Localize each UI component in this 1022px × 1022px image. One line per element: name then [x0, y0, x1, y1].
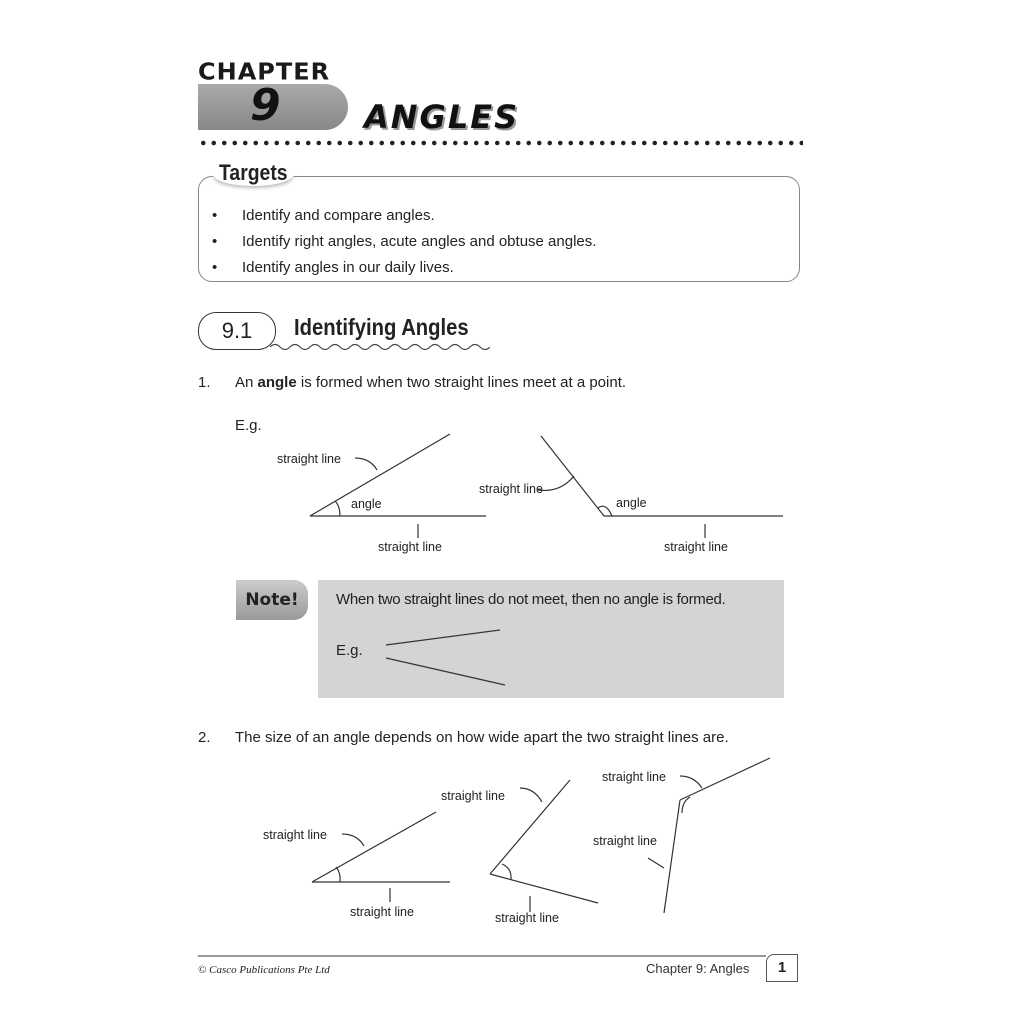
footer-chapter: Chapter 9: Angles	[646, 961, 750, 976]
label-straight-line: straight line	[602, 770, 666, 784]
target-item: • Identify angles in our daily lives.	[212, 259, 454, 276]
chapter-title: ANGLES	[364, 98, 520, 136]
footer-rule	[198, 955, 766, 957]
target-item: • Identify right angles, acute angles and obtuse angles.	[212, 233, 597, 250]
label-straight-line: straight line	[593, 834, 657, 848]
label-angle: angle	[351, 497, 382, 511]
point2-text: The size of an angle depends on how wide apart the two straight lines are.	[235, 729, 729, 746]
note-eg: E.g.	[336, 642, 363, 659]
targets-heading: Targets	[212, 160, 295, 186]
chapter-number: 9	[250, 80, 281, 131]
label-straight-line: straight line	[350, 905, 414, 919]
copyright: © Casco Publications Pte Ltd	[198, 964, 330, 976]
point1-number: 1.	[198, 374, 211, 391]
point1-text: An angle is formed when two straight lines meet at a point.	[235, 374, 627, 391]
chapter-word: CHAPTER	[198, 58, 331, 86]
label-straight-line: straight line	[664, 540, 728, 554]
page-number: 1	[766, 954, 798, 982]
note-box	[318, 580, 784, 698]
label-straight-line: straight line	[495, 911, 559, 925]
label-straight-line: straight line	[263, 828, 327, 842]
label-angle: angle	[616, 496, 647, 510]
point2-number: 2.	[198, 729, 211, 746]
eg-label: E.g.	[235, 417, 262, 434]
label-straight-line: straight line	[277, 452, 341, 466]
section-number: 9.1	[198, 312, 276, 350]
label-straight-line: straight line	[378, 540, 442, 554]
target-item: • Identify and compare angles.	[212, 207, 435, 224]
label-straight-line: straight line	[479, 482, 543, 496]
note-text: When two straight lines do not meet, then no angle is formed.	[336, 591, 726, 608]
label-straight-line: straight line	[441, 789, 505, 803]
note-tag: Note!	[236, 580, 308, 620]
section-title: Identifying Angles	[294, 314, 469, 340]
